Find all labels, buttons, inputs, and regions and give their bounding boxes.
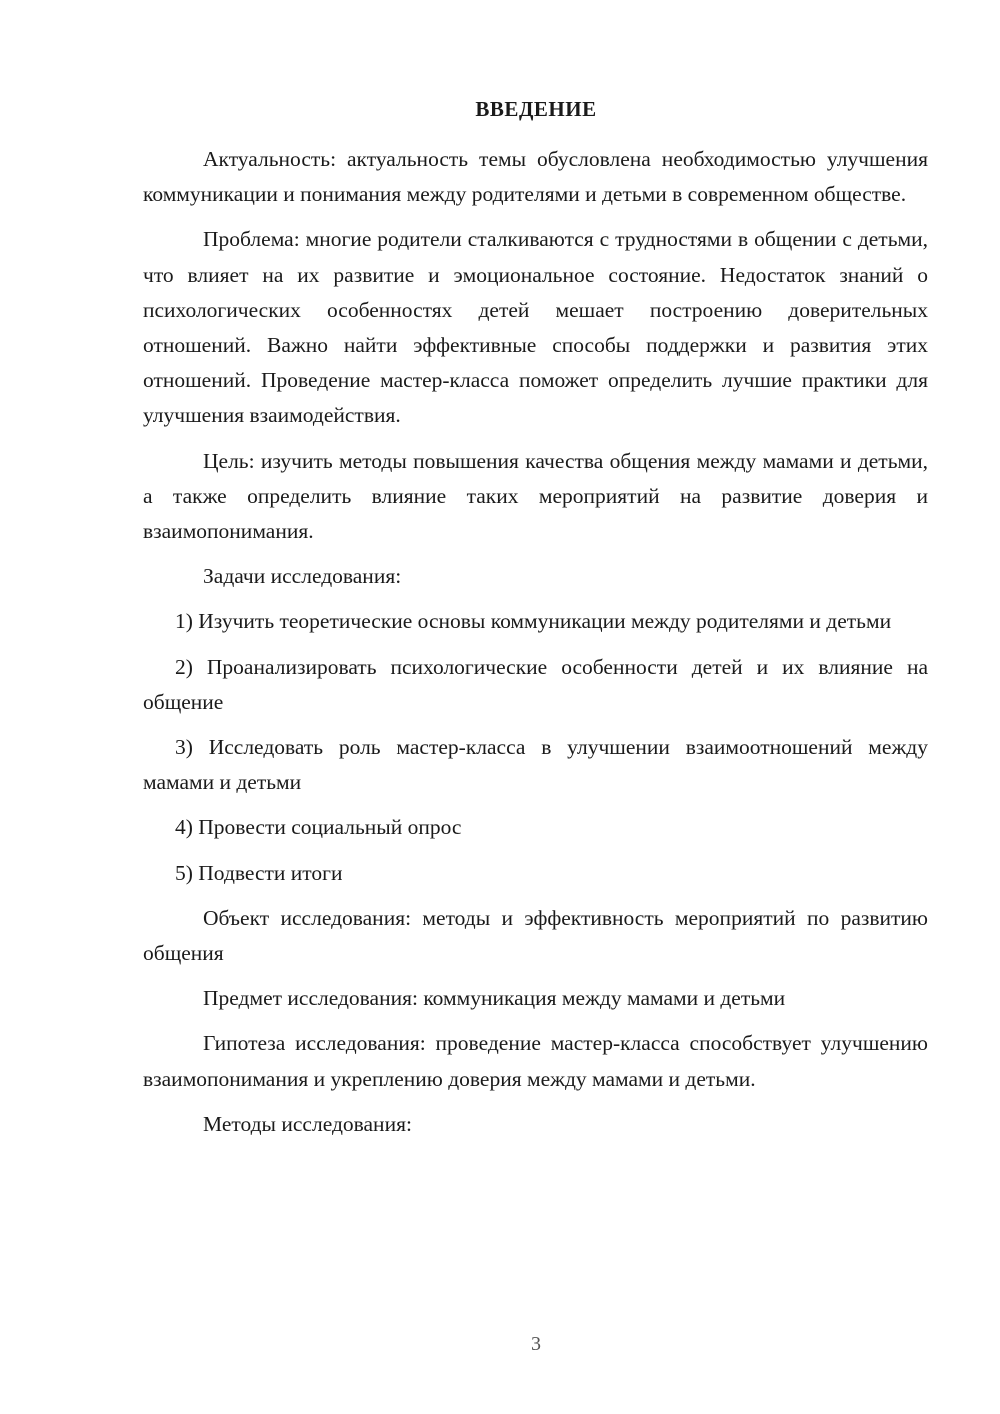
body-text bbox=[143, 142, 928, 1142]
paragraph-hypothesis: Гипотеза исследования: проведение мастер-класса способствует улучшению взаимопонимания и укреплению доверия между мамами и детьми. bbox=[143, 1031, 928, 1091]
paragraph-relevance: Актуальность: актуальность темы обусловлена необходимостью улучшения коммуникации и понимания между родителями и детьми в современном обществе. bbox=[143, 147, 928, 207]
page-number: 3 bbox=[531, 1333, 541, 1355]
task-item: 5) Подвести итоги bbox=[175, 860, 343, 885]
tasks-title: Задачи исследования: bbox=[203, 564, 402, 589]
paragraph-goal: Цель: изучить методы повышения качества общения между мамами и детьми, а также определить влияние таких мероприятий на развитие доверия и взаимопонимания. bbox=[143, 448, 928, 544]
task-item: 4) Провести социальный опрос bbox=[175, 815, 462, 840]
task-item: 1) Изучить теоретические основы коммуникации между родителями и детьми bbox=[175, 609, 892, 634]
paragraph-object: Объект исследования: методы и эффективность мероприятий по развитию общения bbox=[143, 905, 928, 966]
task-item: 2) Проанализировать психологические особенности детей и их влияние на общение bbox=[143, 654, 928, 714]
methods-title: Методы исследования: bbox=[203, 1111, 412, 1136]
paragraph-problem: Проблема: многие родители сталкиваются с трудностями в общении с детьми, что влияет на их развитие и эмоциональное состояние. Недостаток знаний о психологических особенностях детей мешает построению доверительных отношений. Важно найти эффективные способы поддержки и развития этих отношений. Проведение мастер-класса поможет определить лучшие практики для улучшения взаимодействия. bbox=[143, 227, 928, 428]
paragraph-subject: Предмет исследования: коммуникация между мамами и детьми bbox=[203, 986, 786, 1011]
task-item: 3) Исследовать роль мастер-класса в улучшении взаимоотношений между мамами и детьми bbox=[143, 735, 928, 795]
section-heading: ВВЕДЕНИЕ bbox=[475, 97, 597, 121]
